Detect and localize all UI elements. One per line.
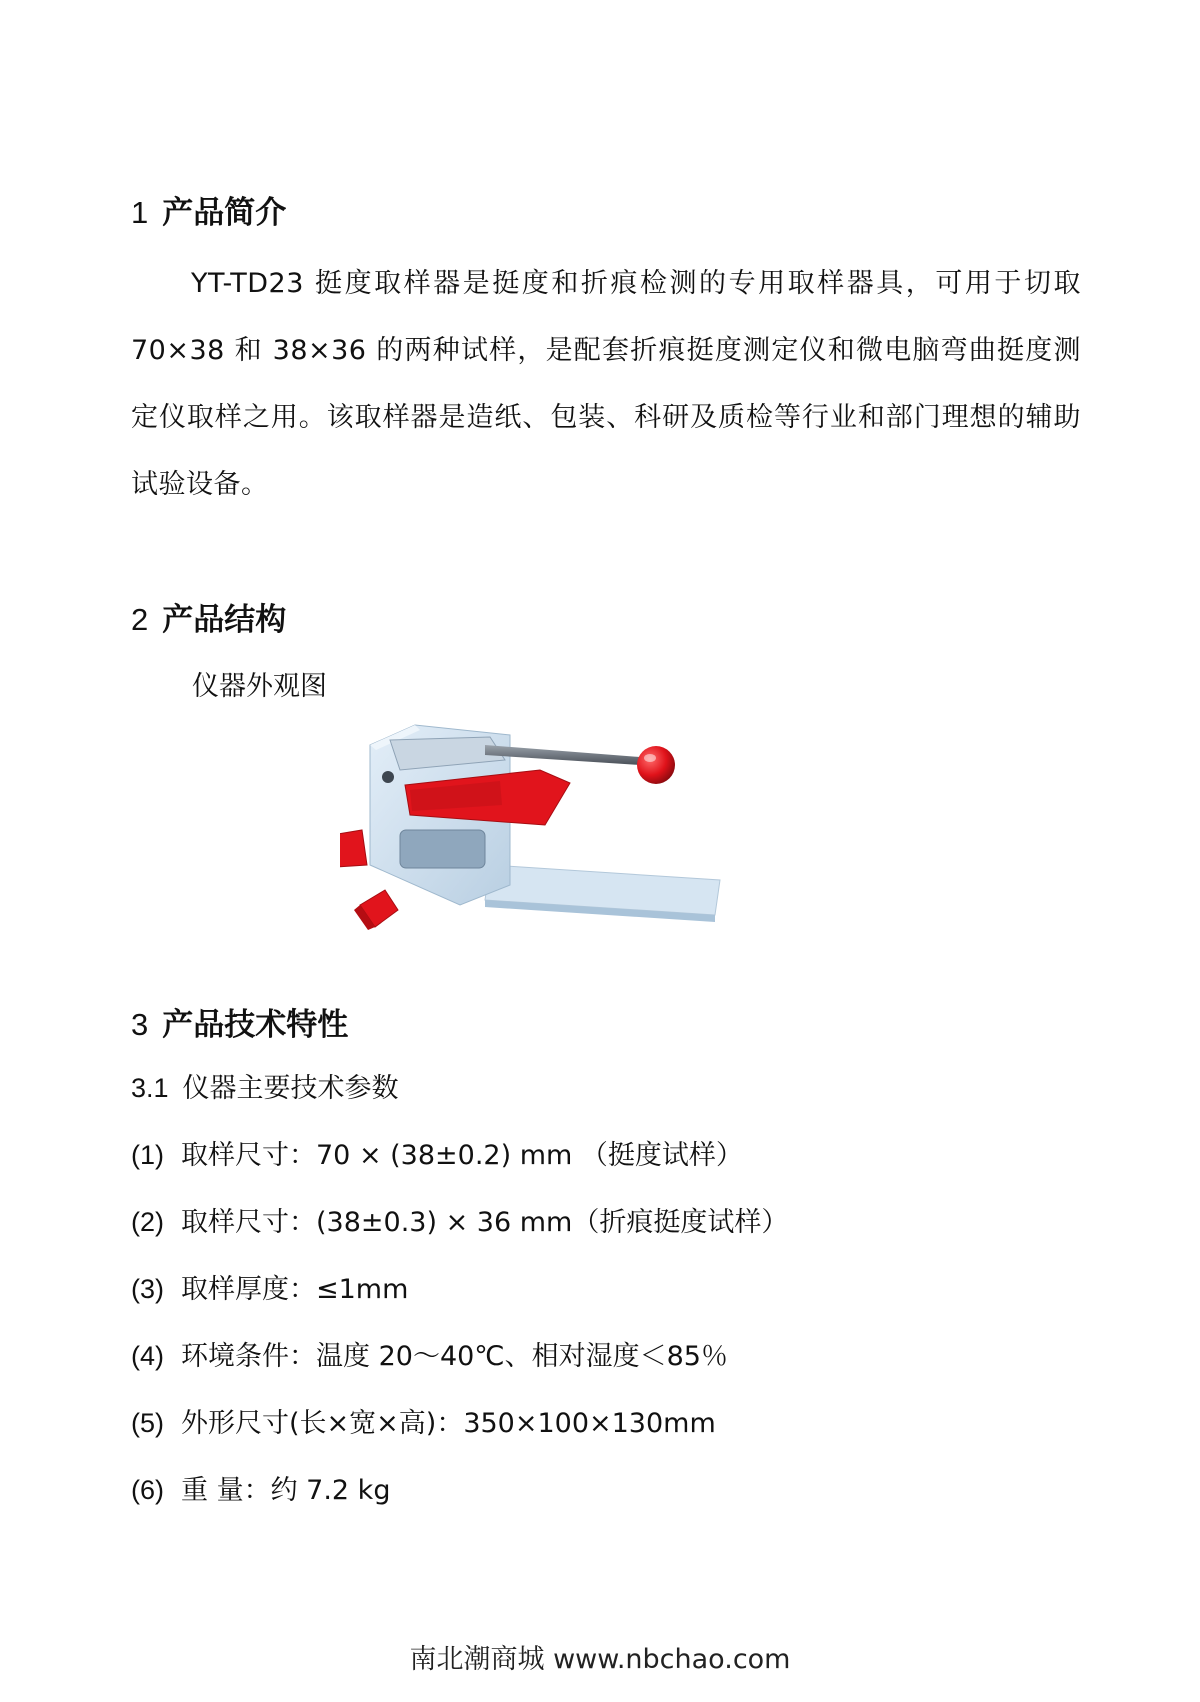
section-2-heading [131, 600, 286, 640]
subsection-number: 3.1 [131, 1073, 169, 1103]
sample-cutter-illustration [340, 715, 770, 955]
section-1-heading [131, 193, 286, 233]
section-3-title: 产品技术特性 [162, 1007, 349, 1043]
spec-index: (2) [131, 1207, 164, 1237]
section-1-title: 产品简介 [162, 195, 287, 231]
spec-text: 取样尺寸：(38±0.3) × 36 mm（折痕挺度试样） [181, 1207, 789, 1238]
section-3-number: 3 [131, 1007, 149, 1042]
spec-text: 取样尺寸：70 × (38±0.2) mm （挺度试样） [181, 1140, 743, 1171]
spec-text: 外形尺寸(长×宽×高)：350×100×130mm [181, 1408, 716, 1439]
spec-item [131, 1336, 728, 1377]
spec-item [131, 1135, 743, 1176]
spec-item [131, 1269, 408, 1310]
spec-index: (3) [131, 1274, 164, 1304]
spec-index: (4) [131, 1341, 164, 1371]
spec-index: (6) [131, 1475, 164, 1505]
section-1-number: 1 [131, 195, 149, 230]
section-2-title: 产品结构 [162, 602, 287, 638]
spec-text: 环境条件：温度 20～40℃、相对湿度＜85％ [181, 1341, 728, 1372]
spec-item [131, 1202, 788, 1243]
section-1-paragraph: YT-TD23 挺度取样器是挺度和折痕检测的专用取样器具，可用于切取 70×38 和 38×36 的两种试样，是配套折痕挺度测定仪和微电脑弯曲挺度测定仪取样之用。该取样器是造纸、包装、科研及质检等行业和部门理想的辅助试验设备。 [131, 268, 1081, 500]
handle-knob [637, 746, 675, 784]
spec-item [131, 1470, 390, 1511]
spec-text: 重 量：约 7.2 kg [181, 1475, 391, 1506]
spec-text: 取样厚度：≤1mm [181, 1274, 409, 1305]
spec-index: (1) [131, 1140, 164, 1170]
body-hole [382, 771, 394, 783]
spec-index: (5) [131, 1408, 164, 1438]
section-2-number: 2 [131, 602, 149, 637]
spec-item [131, 1403, 716, 1444]
section-3-heading [131, 1005, 348, 1045]
cut-sample-1 [340, 830, 367, 867]
figure-caption: 仪器外观图 [192, 671, 327, 702]
body-slot [400, 830, 485, 868]
subsection-title: 仪器主要技术参数 [182, 1073, 399, 1104]
footer-watermark: 南北潮商城 www.nbchao.com [409, 1644, 791, 1675]
subsection-heading [131, 1068, 399, 1109]
knob-highlight [644, 754, 656, 762]
